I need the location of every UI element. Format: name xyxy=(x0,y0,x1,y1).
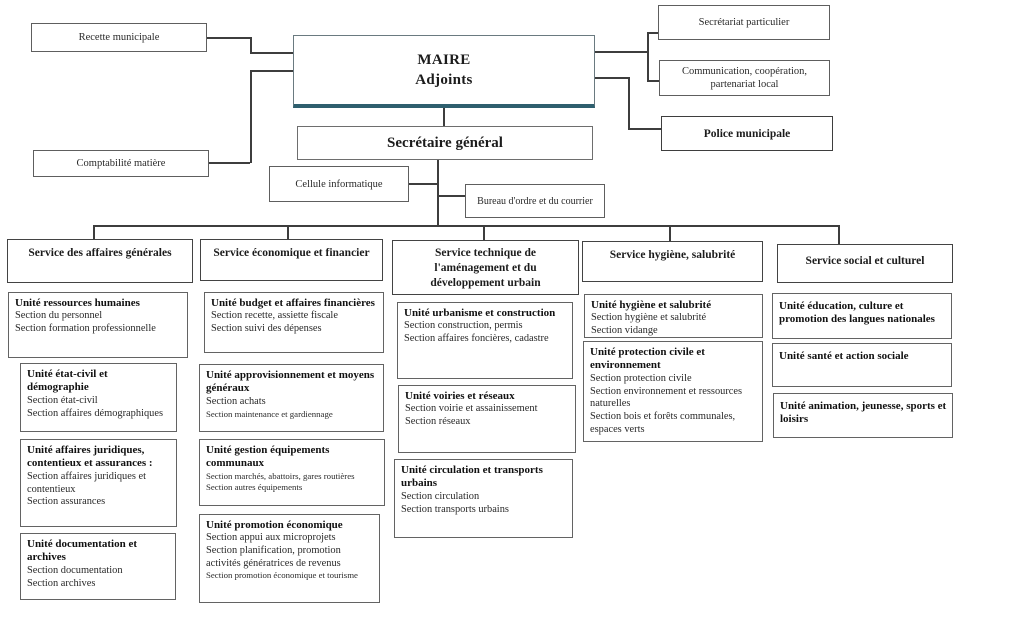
service-title: Service social et culturel xyxy=(805,255,925,267)
unit-section: Section formation professionnelle xyxy=(15,323,156,335)
unit-section: Section réseaux xyxy=(405,416,471,428)
service-title: Service hygiène, salubrité xyxy=(609,249,736,261)
connector-line xyxy=(443,108,445,126)
unit-section: Section archives xyxy=(27,577,96,589)
communication-label: Communication, coopération, partenariat local xyxy=(681,65,808,90)
unit-section: Section transports urbains xyxy=(401,503,509,515)
unit-title: Unité affaires juridiques, contentieux et assurances : xyxy=(27,444,153,470)
recette-municipale-box xyxy=(31,23,207,52)
unit-title: Unité ressources humaines xyxy=(15,297,140,309)
unit-documentation-archives xyxy=(20,533,176,600)
unit-etat-civil-demographie xyxy=(20,363,177,432)
unit-section: Section planification, promotion activités génératrices de revenus xyxy=(206,545,341,569)
unit-education-culture xyxy=(772,293,952,339)
connector-line xyxy=(437,195,465,197)
unit-circulation-transports xyxy=(394,459,573,538)
connector-line xyxy=(287,225,289,240)
unit-ressources-humaines xyxy=(8,292,188,358)
unit-section: Section recette, assiette fiscale xyxy=(211,310,338,322)
connector-line xyxy=(207,37,250,39)
communication-box xyxy=(659,60,830,96)
connector-line xyxy=(647,80,659,82)
unit-section: Section suivi des dépenses xyxy=(211,323,322,335)
service-header-economique-financier xyxy=(200,239,383,281)
service-header-affaires-generales xyxy=(7,239,193,283)
police-municipale-box xyxy=(661,116,833,151)
maire-box xyxy=(293,35,595,108)
unit-section: Section environnement et ressources naturelles xyxy=(590,385,743,410)
unit-section: Section appui aux microprojets xyxy=(206,532,336,544)
unit-title: Unité gestion équipements communaux xyxy=(206,444,330,470)
unit-sante-action-sociale xyxy=(772,343,952,387)
unit-title: Unité approvisionnement et moyens généraux xyxy=(206,369,375,395)
unit-title: Unité état-civil et démographie xyxy=(27,368,108,394)
unit-section: Section construction, permis xyxy=(404,320,523,332)
unit-section: Section protection civile xyxy=(590,372,692,384)
police-municipale-label: Police municipale xyxy=(703,127,791,140)
connector-line xyxy=(93,225,95,239)
unit-section: Section autres équipements xyxy=(206,481,303,492)
unit-title: Unité promotion économique xyxy=(206,519,343,531)
unit-section: Section état-civil xyxy=(27,394,98,406)
service-title: Service économique et financier xyxy=(213,247,370,259)
unit-section: Section assurances xyxy=(27,496,106,508)
unit-title: Unité urbanisme et construction xyxy=(404,307,556,319)
unit-section: Section maintenance et gardiennage xyxy=(206,408,333,419)
unit-section: Section affaires foncières, cadastre xyxy=(404,333,549,345)
connector-line xyxy=(595,77,628,79)
connector-line xyxy=(838,225,840,244)
connector-line xyxy=(647,32,658,34)
connector-line xyxy=(209,162,250,164)
service-title: Service technique de l'aménagement et du développement urbain xyxy=(430,247,541,289)
service-header-social-culturel xyxy=(777,244,953,283)
service-title: Service des affaires générales xyxy=(28,247,172,259)
recette-municipale-label: Recette municipale xyxy=(78,32,160,43)
unit-section: Section vidange xyxy=(591,325,658,337)
service-header-hygiene-salubrite xyxy=(582,241,763,282)
unit-title: Unité santé et action sociale xyxy=(779,350,909,362)
unit-protection-civile-environnement xyxy=(583,341,763,442)
cellule-informatique-box xyxy=(269,166,409,202)
bureau-ordre-courrier-box xyxy=(465,184,605,218)
unit-title: Unité circulation et transports urbains xyxy=(401,464,543,490)
unit-affaires-juridiques xyxy=(20,439,177,527)
secretariat-particulier-box xyxy=(658,5,830,40)
unit-section: Section du personnel xyxy=(15,310,103,322)
unit-section: Section promotion économique et tourisme xyxy=(206,570,358,581)
secretaire-general-label: Secrétaire général xyxy=(387,134,503,151)
unit-urbanisme-construction xyxy=(397,302,573,379)
unit-section: Section achats xyxy=(206,395,266,407)
connector-line xyxy=(250,37,252,53)
unit-section: Section marchés, abattoirs, gares routières xyxy=(206,470,355,481)
comptabilite-matiere-box xyxy=(33,150,209,177)
connector-line xyxy=(409,183,437,185)
adjoints-label: Adjoints xyxy=(415,72,473,88)
service-header-technique-urbain xyxy=(392,240,579,295)
unit-animation-jeunesse-sports xyxy=(773,393,953,438)
unit-title: Unité protection civile et environnement xyxy=(590,346,705,372)
unit-title: Unité voiries et réseaux xyxy=(405,390,515,402)
secretariat-particulier-label: Secrétariat particulier xyxy=(698,17,790,28)
unit-title: Unité documentation et archives xyxy=(27,538,137,564)
connector-line xyxy=(250,52,293,54)
connector-line xyxy=(250,70,293,72)
unit-budget-affaires-financieres xyxy=(204,292,384,353)
connector-line xyxy=(628,128,661,130)
connector-line xyxy=(595,51,647,53)
unit-title: Unité hygiène et salubrité xyxy=(591,299,712,311)
secretaire-general-box xyxy=(297,126,593,160)
cellule-informatique-label: Cellule informatique xyxy=(295,178,383,190)
unit-section: Section bois et forêts communales, espaces verts xyxy=(590,410,736,435)
unit-voiries-reseaux xyxy=(398,385,576,453)
connector-line xyxy=(250,70,252,163)
unit-promotion-economique xyxy=(199,514,380,603)
unit-gestion-equipements xyxy=(199,439,385,506)
unit-section: Section affaires juridiques et contentieux xyxy=(27,470,146,495)
unit-section: Section affaires démographiques xyxy=(27,407,163,419)
connector-line xyxy=(647,32,649,82)
connector-line xyxy=(483,225,485,240)
unit-hygiene-salubrite xyxy=(584,294,763,338)
connector-line xyxy=(93,225,839,227)
connector-line xyxy=(669,225,671,241)
maire-label: MAIRE xyxy=(417,51,471,68)
unit-title: Unité éducation, culture et promotion des langues nationales xyxy=(779,300,935,326)
unit-section: Section voirie et assainissement xyxy=(405,403,538,415)
comptabilite-matiere-label: Comptabilité matière xyxy=(76,158,166,169)
unit-section: Section documentation xyxy=(27,564,123,576)
connector-line xyxy=(437,160,439,225)
unit-approvisionnement-moyens xyxy=(199,364,384,432)
connector-line xyxy=(628,77,630,128)
unit-section: Section hygiène et salubrité xyxy=(591,312,707,324)
unit-title: Unité budget et affaires financières xyxy=(211,297,375,309)
bureau-ordre-courrier-label: Bureau d'ordre et du courrier xyxy=(477,195,593,207)
unit-section: Section circulation xyxy=(401,490,480,502)
unit-title: Unité animation, jeunesse, sports et loisirs xyxy=(780,400,947,426)
